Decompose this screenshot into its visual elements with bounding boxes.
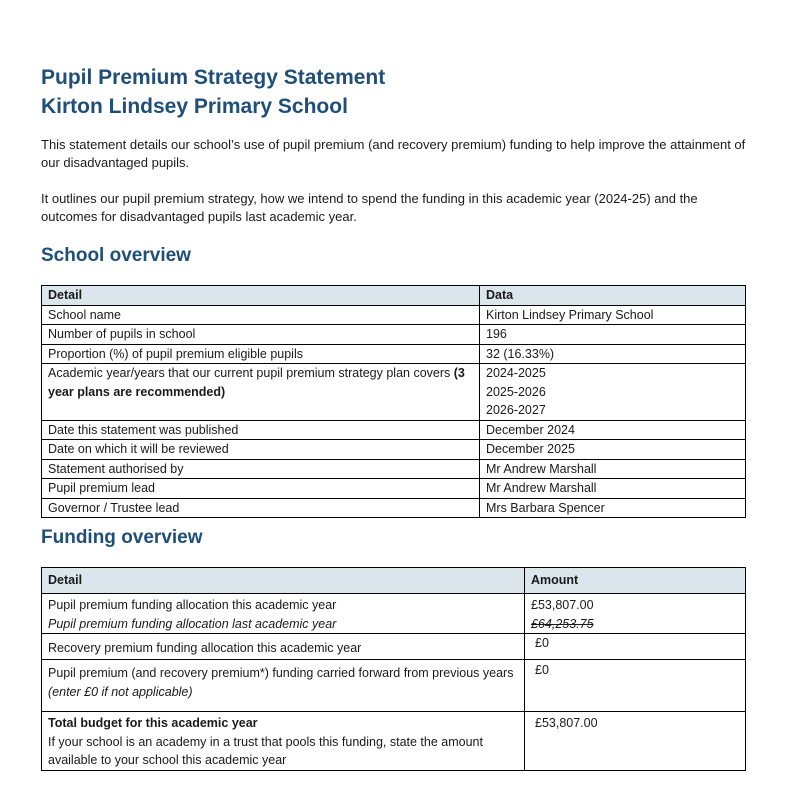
column-header-detail: Detail bbox=[42, 568, 525, 594]
table-row bbox=[42, 498, 746, 518]
amount-this-year: £53,807.00 bbox=[531, 598, 594, 612]
data-cell bbox=[480, 364, 746, 421]
table-row bbox=[42, 420, 746, 440]
data-cell: December 2024 bbox=[480, 420, 746, 440]
allocation-last-year: Pupil premium funding allocation last academic year bbox=[48, 616, 337, 631]
intro-paragraph-1: This statement details our school’s use of pupil premium (and recovery premium) funding to help improve the attainment of our disadvantaged pupils. bbox=[41, 137, 746, 170]
detail-cell bbox=[42, 364, 480, 421]
intro-paragraph-2: It outlines our pupil premium strategy, how we intend to spend the funding in this academic year (2024-25) and the outcomes for disadvantaged pupils last academic year. bbox=[41, 191, 698, 224]
detail-cell: Proportion (%) of pupil premium eligible pupils bbox=[42, 344, 480, 364]
detail-cell bbox=[42, 594, 525, 634]
amount-last-year: £64,253.75 bbox=[531, 616, 594, 631]
detail-note: (enter £0 if not applicable) bbox=[48, 684, 193, 699]
school-overview-heading: School overview bbox=[41, 245, 191, 266]
school-overview-table bbox=[41, 285, 746, 518]
table-row bbox=[42, 634, 746, 660]
column-header-detail: Detail bbox=[42, 286, 480, 306]
detail-cell: Date on which it will be reviewed bbox=[42, 440, 480, 460]
academic-year-3: 2026-2027 bbox=[486, 403, 546, 417]
data-cell: 196 bbox=[480, 325, 746, 345]
table-row bbox=[42, 325, 746, 345]
table-row bbox=[42, 364, 746, 421]
detail-cell: Governor / Trustee lead bbox=[42, 498, 480, 518]
table-row bbox=[42, 305, 746, 325]
data-cell: December 2025 bbox=[480, 440, 746, 460]
title-line-1: Pupil Premium Strategy Statement bbox=[41, 66, 386, 89]
detail-cell: Recovery premium funding allocation this academic year bbox=[42, 634, 525, 660]
data-cell: Mr Andrew Marshall bbox=[480, 479, 746, 499]
column-header-amount: Amount bbox=[525, 568, 746, 594]
detail-text: Academic year/years that our current pupil premium strategy plan covers bbox=[48, 366, 454, 380]
title-line-2: Kirton Lindsey Primary School bbox=[41, 95, 348, 118]
detail-cell: Statement authorised by bbox=[42, 459, 480, 479]
table-header-row bbox=[42, 568, 746, 594]
data-cell: Mr Andrew Marshall bbox=[480, 459, 746, 479]
detail-cell: Date this statement was published bbox=[42, 420, 480, 440]
allocation-this-year: Pupil premium funding allocation this academic year bbox=[48, 598, 337, 612]
table-row bbox=[42, 594, 746, 634]
amount-cell: £53,807.00 bbox=[525, 712, 746, 771]
table-row bbox=[42, 459, 746, 479]
table-row bbox=[42, 440, 746, 460]
funding-overview-table bbox=[41, 567, 746, 771]
detail-cell bbox=[42, 660, 525, 712]
table-row bbox=[42, 344, 746, 364]
detail-cell: Pupil premium lead bbox=[42, 479, 480, 499]
funding-overview-heading: Funding overview bbox=[41, 527, 203, 548]
table-row bbox=[42, 712, 746, 771]
total-budget-note: If your school is an academy in a trust that pools this funding, state the amount available to your school this academic year bbox=[48, 734, 483, 767]
amount-cell: £0 bbox=[525, 634, 746, 660]
detail-text: Pupil premium (and recovery premium*) funding carried forward from previous years bbox=[48, 666, 514, 680]
detail-cell: Number of pupils in school bbox=[42, 325, 480, 345]
table-row bbox=[42, 479, 746, 499]
table-row bbox=[42, 660, 746, 712]
detail-cell bbox=[42, 712, 525, 771]
total-budget-label: Total budget for this academic year bbox=[48, 716, 258, 730]
data-cell: Mrs Barbara Spencer bbox=[480, 498, 746, 518]
amount-cell: £0 bbox=[525, 660, 746, 712]
detail-cell: School name bbox=[42, 305, 480, 325]
detail-recommendation: (3 year plans are recommended) bbox=[48, 366, 465, 399]
academic-year-2: 2025-2026 bbox=[486, 384, 546, 399]
column-header-data: Data bbox=[480, 286, 746, 306]
academic-year-1: 2024-2025 bbox=[486, 366, 546, 380]
data-cell: 32 (16.33%) bbox=[480, 344, 746, 364]
data-cell: Kirton Lindsey Primary School bbox=[480, 305, 746, 325]
page-title bbox=[41, 63, 385, 121]
amount-cell bbox=[525, 594, 746, 634]
table-header-row bbox=[42, 286, 746, 306]
